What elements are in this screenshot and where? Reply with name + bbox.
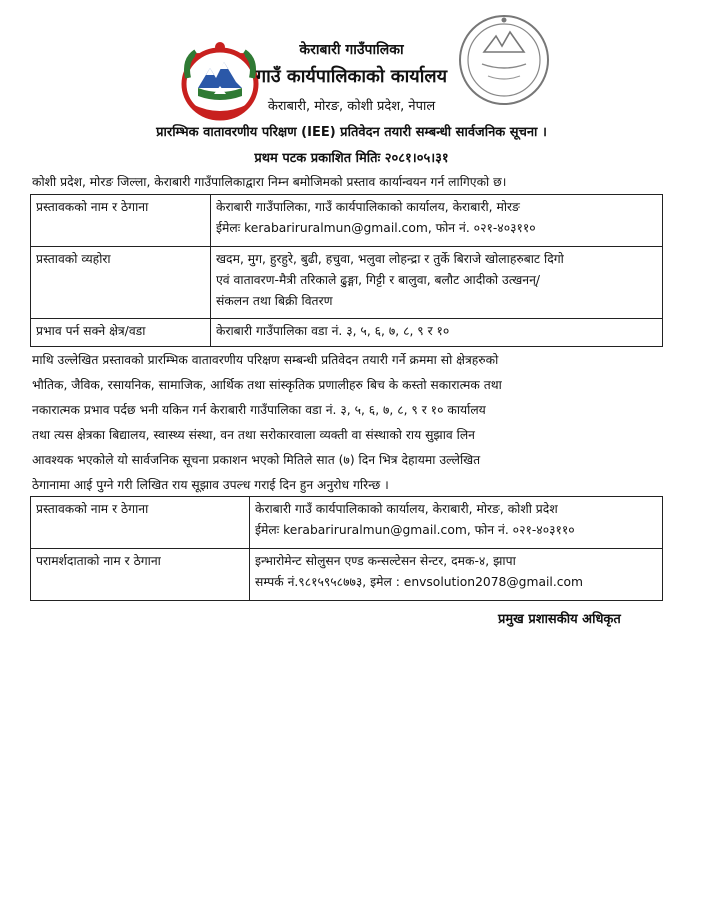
table-row <box>31 549 663 601</box>
row-value <box>250 497 663 549</box>
paragraph-line: तथा त्यस क्षेत्रका बिद्यालय, स्वास्थ्य संस्था, वन तथा सरोकारवाला व्यक्ती वा संस्थाको राय सुझाव लिन <box>32 428 475 442</box>
row-label: परामर्शदाताको नाम र ठेगाना <box>31 549 250 601</box>
row-label: प्रस्तावको व्यहोरा <box>31 247 211 319</box>
paragraph-line: माथि उल्लेखित प्रस्तावको प्रारम्भिक वातावरणीय परिक्षण सम्बन्धी प्रतिवेदन तयारी गर्ने क्रममा सो क्षेत्रहरुको <box>32 353 499 367</box>
row-value <box>211 195 663 247</box>
affected-wards-line: केराबारी गाउँपालिका वडा नं. ३, ५, ६, ७, ८, ९ र १० <box>216 324 450 338</box>
paragraph-line: नकारात्मक प्रभाव पर्दछ भनी यकिन गर्न केराबारी गाउँपालिका वडा नं. ३, ५, ६, ७, ८, ९ र १० कार्यालय <box>32 403 486 417</box>
consultant-contact-line: सम्पर्क नं.९८१५९५८७७३, इमेल : envsolution2078@gmail.com <box>255 575 584 589</box>
proposal-description-line: खदम, मुग, हुरहुरे, बुढी, हचुवा, भलुवा लोहन्द्रा र तुर्के बिराजे खोलाहरुबाट दिगो <box>216 252 564 266</box>
table-row <box>31 195 663 247</box>
row-value <box>250 549 663 601</box>
proposal-description-line: एवं वातावरण-मैत्री तरिकाले ढुङ्गा, गिट्टी र बालुवा, बलौट आदीको उत्खनन्/ <box>216 273 541 287</box>
municipality-name: केराबारी गाउँपालिका <box>299 42 404 58</box>
proposer-address-line: केराबारी गाउँ कार्यपालिकाको कार्यालय, केराबारी, मोरङ, कोशी प्रदेश <box>255 502 558 516</box>
contact-table <box>30 496 663 601</box>
office-address: केराबारी, मोरङ, कोशी प्रदेश, नेपाल <box>267 99 436 114</box>
proposer-address-line: केराबारी गाउँपालिका, गाउँ कार्यपालिकाको कार्यालय, केराबारी, मोरङ <box>216 200 520 214</box>
signature-title: प्रमुख प्रशासकीय अधिकृत <box>498 612 621 627</box>
proposer-contact-line: ईमेलः kerabariruralmun@gmail.com, फोन नं. ०२१-४०३११० <box>255 523 575 537</box>
row-label: प्रभाव पर्न सक्ने क्षेत्र/वडा <box>31 319 211 347</box>
proposal-description-line: संकलन तथा बिक्री वितरण <box>216 294 333 308</box>
proposal-table <box>30 194 663 347</box>
table-row <box>31 319 663 347</box>
proposer-contact-line: ईमेलः kerabariruralmun@gmail.com, फोन नं. ०२१-४०३११० <box>216 221 536 235</box>
paragraph-line: भौतिक, जैविक, रसायनिक, सामाजिक, आर्थिक तथा सांस्कृतिक प्रणालीहरु बिच के कस्तो सकारात्मक तथा <box>32 378 502 392</box>
intro-text: कोशी प्रदेश, मोरङ जिल्ला, केराबारी गाउँपालिकाद्वारा निम्न बमोजिमको प्रस्ताव कार्यान्वयन गर्न लागिएको छ। <box>32 175 507 189</box>
paragraph-line: ठेगानामा आई पुग्ने गरी लिखित राय सूझाव उपल्ध गराई दिन हुन अनुरोध गरिन्छ । <box>32 478 389 492</box>
table-row <box>31 497 663 549</box>
paragraph-line: आवश्यक भएकोले यो सार्वजनिक सूचना प्रकाशन भएको मितिले सात (७) दिन भित्र देहायमा उल्लेखित <box>32 453 481 467</box>
row-label: प्रस्तावकको नाम र ठेगाना <box>31 195 211 247</box>
row-label: प्रस्तावकको नाम र ठेगाना <box>31 497 250 549</box>
notice-paragraph <box>32 348 666 498</box>
published-date: प्रथम पटक प्रकाशित मितिः २०८१।०५।३१ <box>254 151 449 166</box>
office-name: गाउँ कार्यपालिकाको कार्यालय <box>255 66 448 87</box>
row-value <box>211 319 663 347</box>
municipality-seal-icon <box>448 12 560 108</box>
consultant-address-line: इन्भारोमेन्ट सोलुसन एण्ड कन्सल्टेसन सेन्टर, दमक-४, झापा <box>255 554 516 568</box>
table-row <box>31 247 663 319</box>
row-value <box>211 247 663 319</box>
notice-title: प्रारम्भिक वातावरणीय परिक्षण (IEE) प्रतिवेदन तयारी सम्बन्धी सार्वजनिक सूचना । <box>156 125 547 140</box>
